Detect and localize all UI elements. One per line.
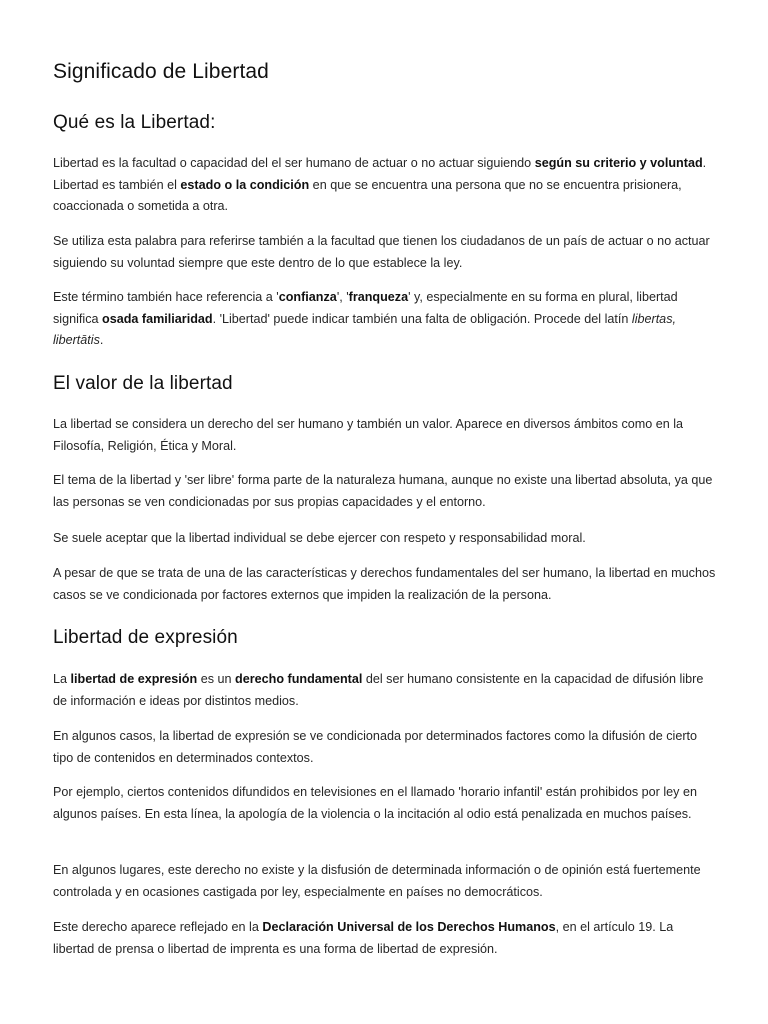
paragraph-definicion: Libertad es la facultad o capacidad del el ser humano de actuar o no actuar siguiendo según su criterio y voluntad. Libertad es también el estado o la condición en que se encuentra una persona que no se encuentra prisionera, coaccionada o sometida a otra. xyxy=(53,156,707,213)
paragraph-condicionada: A pesar de que se trata de una de las características y derechos fundamentales del ser humano, la libertad en muchos casos se ve condicionada por factores externos que impiden la realización de la persona. xyxy=(53,566,716,602)
section-heading-que-es: Qué es la Libertad: xyxy=(53,112,216,133)
page-title: Significado de Libertad xyxy=(53,60,269,83)
paragraph-ciudadanos: Se utiliza esta palabra para referirse también a la facultad que tienen los ciudadanos de un país de actuar o no actuar siguiendo su voluntad siempre que este dentro de lo que establece la ley. xyxy=(53,234,710,270)
latin-term: libertas, libertātis xyxy=(53,311,676,347)
paragraph-ser-libre: El tema de la libertad y 'ser libre' forma parte de la naturaleza humana, aunque no existe una libertad absoluta, ya que las personas se ven condicionadas por sus propias capacidades y el entorno. xyxy=(53,473,713,509)
paragraph-ejemplo: Por ejemplo, ciertos contenidos difundidos en televisiones en el llamado 'horario infantil' están prohibidos por ley en algunos países. En esta línea, la apología de la violencia o la incitación al odio está penalizada en muchos países. xyxy=(53,785,697,821)
section-heading-expresion: Libertad de expresión xyxy=(53,627,238,648)
section-heading-valor: El valor de la libertad xyxy=(53,373,233,394)
emphasis-criterio: según su criterio y voluntad xyxy=(534,156,703,170)
emphasis-osada: osada familiaridad xyxy=(102,311,213,326)
emphasis-franqueza: franqueza xyxy=(348,290,409,304)
paragraph-declaracion: Este derecho aparece reflejado en la Declaración Universal de los Derechos Humanos, en el artículo 19. La libertad de prensa o libertad de imprenta es una forma de libertad de expresión. xyxy=(53,920,674,956)
paragraph-paises: En algunos lugares, este derecho no existe y la disfusión de determinada información o de opinión está fuertemente controlada y en ocasiones castigada por ley, especialmente en países no democráticos. xyxy=(53,863,701,899)
emphasis-estado: estado o la condición xyxy=(180,177,310,192)
paragraph-condicionada-expresion: En algunos casos, la libertad de expresión se ve condicionada por determinados factores como la difusión de cierto tipo de contenidos en determinados contextos. xyxy=(53,729,698,765)
emphasis-libertad-expresion: libertad de expresión xyxy=(70,672,198,686)
emphasis-derecho-fundamental: derecho fundamental xyxy=(235,672,363,686)
paragraph-expresion-definicion: La libertad de expresión es un derecho fundamental del ser humano consistente en la capacidad de difusión libre de información e ideas por distintos medios. xyxy=(53,672,704,708)
paragraph-respeto: Se suele aceptar que la libertad individual se debe ejercer con respeto y responsabilidad moral. xyxy=(53,531,586,545)
paragraph-derecho-valor: La libertad se considera un derecho del ser humano y también un valor. Aparece en diversos ámbitos como en la Filosofía, Religión, Ética y Moral. xyxy=(53,417,684,453)
paragraph-etimologia: Este término también hace referencia a 'confianza', 'franqueza' y, especialmente en su forma en plural, libertad significa osada familiaridad. 'Libertad' puede indicar también una falta de obligación. Procede del latín libertas, libertātis. xyxy=(53,290,678,347)
emphasis-confianza: confianza xyxy=(278,290,337,304)
emphasis-declaracion: Declaración Universal de los Derechos Humanos xyxy=(262,920,556,934)
